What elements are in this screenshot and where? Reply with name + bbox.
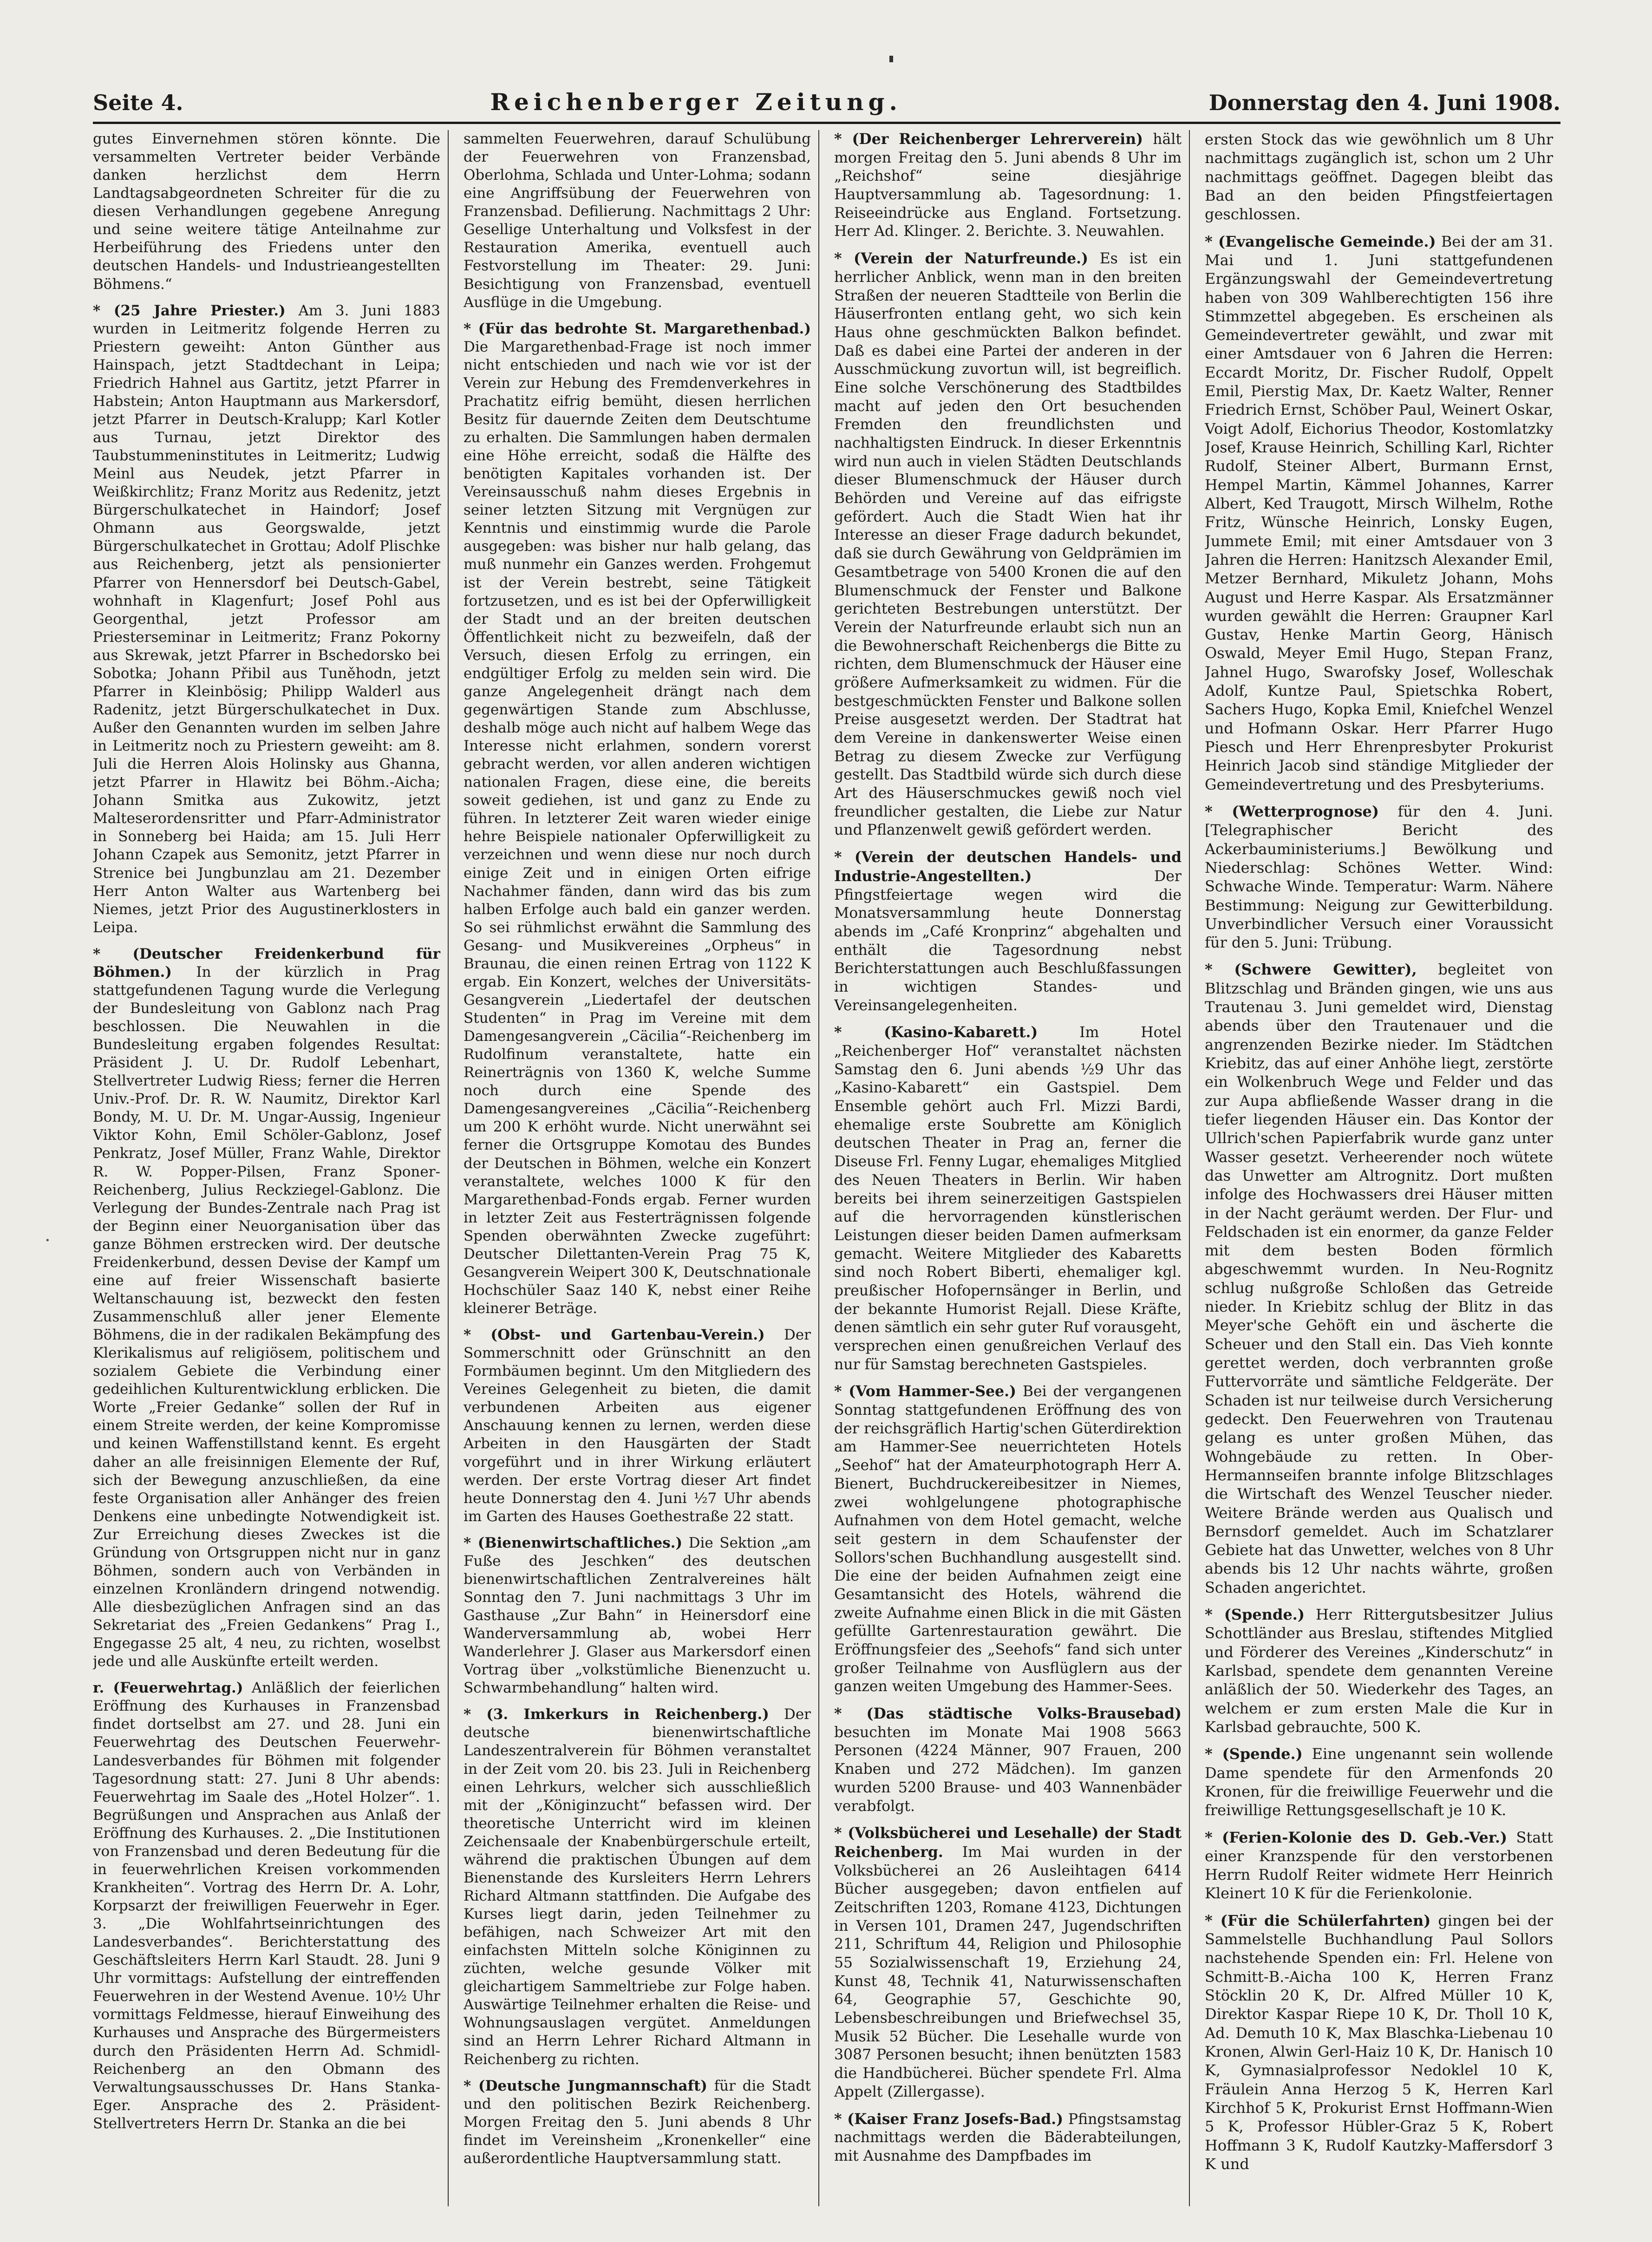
- column-2: [464, 130, 819, 2206]
- masthead-rule: [93, 122, 1561, 124]
- news-item-heading: * (Deutscher Freidenkerbund für Böhmen.): [93, 945, 440, 980]
- news-item-body: Der deutsche bienenwirtschaftliche Landeszentralverein für Böhmen veranstaltet in der Zeit vom 20. bis 23. Juli in Reichenberg einen Lehrkurs, welcher sich ausschließlich mit der „Königinzucht“ befassen wird. Der theoretische Unterricht wird im kleinen Zeichensaale der Knabenbürgerschule erteilt, während die praktischen Übungen auf dem Bienenstande des Kursleiters Herrn Lehrers Richard Altmann stattfinden. Die Aufgabe des Kurses liegt darin, jeden Teilnehmer zu befähigen, nach Schweizer Art mit den einfachsten Mitteln solche Königinnen zu züchten, welche gesunde Völker mit gleichartigem Sammeltriebe zur Folge haben. Auswärtige Teilnehmer erhalten die Reise- und Wohnungsauslagen vergütet. Anmeldungen sind an Herrn Lehrer Richard Altmann in Reichenberg zu richten.: [464, 1706, 811, 2068]
- news-item-heading: * (Für das bedrohte St. Margarethenbad.): [464, 320, 811, 337]
- news-item: [834, 1824, 1182, 2101]
- news-item-body: Es ist ein herrlicher Anblick, wenn man in den breiten Straßen der neueren Stadtteile von Berlin die Häuserfronten entlang geht, wo sich kein Haus ohne geschmückten Balkon befindet. Daß es dabei eine Partei der anderen in der Ausschmückung zuvortun will, ist begreiflich. Eine solche Verschönerung des Stadtbildes macht auf jeden den Ort besuchenden Fremden den freundlichsten und nachhaltigsten Eindruck. In dieser Erkenntnis wird nun auch in vielen Städten Deutschlands dieser Blumenschmuck der Häuser durch Behörden und Vereine auf das eifrigste gefördert. Auch die Stadt Wien hat ihr Interesse an dieser Frage dadurch bekundet, daß sie durch Gewährung von Geldprämien im Gesamtbetrage von 5400 Kronen die auf den Blumenschmuck der Fenster und Balkone gerichteten Bestrebungen unterstützt. Der Verein der Naturfreunde erlaubt sich nun an die Bewohnerschaft Reichenbergs die Bitte zu richten, dem Blumenschmuck der Häuser eine größere Aufmerksamkeit zu widmen. Für die bestgeschmückten Fenster und Balkone sollen Preise ausgesetzt werden. Der Stadtrat hat dem Vereine in dankenswerter Weise einen Betrag zu diesem Zwecke zur Verfügung gestellt. Das Stadtbild würde sich durch diese Art des Häuserschmuckes gewiß noch viel freundlicher gestalten, die Liebe zur Natur und Pflanzenwelt gewiß gefördert werden.: [834, 250, 1182, 839]
- news-item-heading: * (Ferien-Kolonie des D. Geb.-Ver.): [1205, 1828, 1508, 1846]
- news-item-body: Der Pfingstfeiertage wegen wird die Monatsversammlung heute Donnerstag abends im „Café Kronprinz“ abgehalten und enthält die Tagesordnung nebst Berichterstattungen auch Beschlußfassungen in wichtigen Standes- und Vereinsangelegenheiten.: [834, 868, 1182, 1014]
- paper-title: Reichenberger Zeitung.: [490, 88, 902, 116]
- news-item: [1205, 1745, 1553, 1819]
- news-item-heading: * (Das städtische Volks-Brausebad): [834, 1705, 1182, 1723]
- news-item-heading: * (Schwere Gewitter),: [1205, 961, 1417, 979]
- news-item: [1205, 130, 1553, 224]
- news-item: [1205, 232, 1553, 794]
- news-item-body: für die Stadt und den politischen Bezirk Reichenberg. Morgen Freitag den 5. Juni abends 8 Uhr findet im Vereinsheim „Kronenkeller“ eine außerordentliche Hauptversammlung statt.: [464, 2077, 811, 2167]
- news-item-heading: * (Verein der Naturfreunde.): [834, 250, 1089, 268]
- news-item-heading: * (Spende.): [1205, 1745, 1303, 1763]
- news-item-body: Der Sommerschnitt oder Grünschnitt an den Formbäumen beginnt. Um den Mitgliedern des Vereines Gelegenheit zu bieten, die damit verbundenen Arbeiten aus eigener Anschauung kennen zu lernen, werden diese Arbeiten in den Hausgärten der Stadt vorgeführt und in ihrer Wirkung erläutert werden. Der erste Vortrag dieser Art findet heute Donnerstag den 4. Juni ½7 Uhr abends im Garten des Hauses Goethestraße 22 statt.: [464, 1327, 811, 1525]
- news-item-body: In der kürzlich in Prag stattgefundenen Tagung wurde die Verlegung der Bundesleitung von Gablonz nach Prag beschlossen. Die Neuwahlen in die Bundesleitung ergaben folgendes Resultat: Präsident J. U. Dr. Rudolf Lebenhart, Stellvertreter Ludwig Riess; ferner die Herren Univ.-Prof. Dr. R. W. Naumitz, Direktor Karl Bondy, M. U. Dr. M. Ungar-Aussig, Ingenieur Viktor Kohn, Emil Schöler-Gablonz, Josef Penkratz, Josef Müller, Franz Wahle, Direktor R. W. Popper-Pilsen, Franz Sponer-Reichenberg, Julius Reckziegel-Gablonz. Die Verlegung der Bundes-Zentrale nach Prag ist der Beginn einer Neuorganisation über das ganze Böhmen erstrecken wird. Der deutsche Freidenkerbund, dessen Devise der Kampf um eine auf freier Wissenschaft basierte Weltanschauung ist, bezweckt den festen Zusammenschluß aller jener Elemente Böhmens, die in der radikalen Bekämpfung des Klerikalismus auf religiösem, politischem und sozialem Gebiete die Verbindung einer gedeihlichen Kulturentwicklung erblicken. Die Worte „Freier Gedanke“ sollen der Ruf in einem Streite werden, der keine Kompromisse und keinen Waffenstillstand kennt. Es ergeht daher an alle freisinnigen Elemente der Ruf, sich der Bewegung anzuschließen, da eine feste Organisation aller Anhänger des freien Denkens eine unbedingte Notwendigkeit ist. Zur Erreichung dieses Zweckes ist die Gründung von Ortsgruppen nicht nur in ganz Böhmen, sondern auch von Verbänden in einzelnen Kronländern dringend notwendig. Alle diesbezüglichen Anfragen sind an das Sekretariat des „Freien Gedankens“ Prag I., Engegasse 25 alt, 4 neu, zu richten, woselbst jede und alle Auskünfte erteilt werden.: [93, 963, 441, 1670]
- news-item: [834, 249, 1182, 840]
- news-item: [93, 302, 440, 937]
- news-item-heading: * (Vom Hammer-See.): [834, 1383, 1017, 1400]
- news-item-heading: * (Spende.): [1205, 1606, 1305, 1624]
- news-item-body: Die Margarethenbad-Frage ist noch immer nicht entschieden und nach wie vor ist der Verein zur Hebung des Fremdenverkehres in Prachatitz eifrig bemüht, diesen herrlichen Besitz für dauernde Zeiten dem Deutschtume zu erhalten. Die Sammlungen haben dermalen eine Höhe erreicht, sodaß die Hälfte des benötigten Kapitales vorhanden ist. Der Vereinsausschuß nahm dieses Ergebnis in seiner letzten Sitzung mit Vergnügen zur Kenntnis und einstimmig wurde die Parole ausgegeben: was bisher nur halb gelang, das muß nunmehr ein Ganzes werden. Frohgemut ist der Verein bestrebt, seine Tätigkeit fortzusetzen, und es ist bei der Opferwilligkeit der Stadt und an der breiten deutschen Öffentlichkeit nicht zu bezweifeln, daß der Versuch, diesen Erfolg zu erringen, ein endgültiger Erfolg zu melden sein wird. Die ganze Angelegenheit drängt nach dem gegenwärtigen Stande zum Abschlusse, deshalb möge auch nicht auf halbem Wege das Interesse nicht erlahmen, sondern vorerst gebracht werden, vor allen anderen wichtigen nationalen Fragen, diese eine, die bereits soweit gediehen, ist und ganz zu Ende zu führen. In letzterer Zeit waren wieder einige hehre Beispiele nationaler Opferwilligkeit zu verzeichnen und wenn diese nur noch durch einige Zeit und in einigen Orten eifrige Nachahmer fänden, dann wird das bis zum halben Erfolge auch bald ein ganzer werden. So sei rühmlichst erwähnt die Sammlung des Gesang- und Musikvereines „Orpheus“ in Braunau, die einen reinen Ertrag von 1122 K ergab. Ein Konzert, welches der Universitäts-Gesangverein „Liedertafel der deutschen Studenten“ in Prag im Vereine mit dem Damengesangverein „Cäcilia“-Reichenberg im Rudolfinum veranstaltete, hatte ein Reinerträgnis von 1360 K, welche Summe noch durch eine Spende des Damengesangvereines „Cäcilia“-Reichenberg um 200 K erhöht wurde. Nicht unerwähnt sei ferner die Ortsgruppe Komotau des Bundes der Deutschen in Böhmen, welche ein Konzert veranstaltete, welches 1000 K für den Margarethenbad-Fonds ergab. Ferner wurden in letzter Zeit aus Festerträgnissen folgende Spenden oberwähnten Zwecke zugeführt: Deutscher Dilettanten-Verein Prag 75 K, Gesangverein Weipert 300 K, Deutschnationale Hochschüler Saaz 140 K, nebst einer Reihe kleinerer Beträge.: [464, 338, 811, 1317]
- news-item-body: für den 4. Juni. [Telegraphischer Bericht des Ackerbauministeriums.] Bewölkung und Niederschlag: Schönes Wetter. Wind: Schwache Winde. Temperatur: Warm. Nähere Bestimmung: Neigung zur Gewitterbildung. Unverbindlicher Versuch einer Voraussicht für den 5. Juni: Trübung.: [1205, 802, 1554, 952]
- news-item-body: gingen bei der Sammelstelle Buchhandlung Paul Sollors nachstehende Spenden ein: Frl. Helene von Schmitt-B.-Aicha 100 K, Herren Franz Stöcklin 20 K, Dr. Alfred Müller 10 K, Direktor Kaspar Riepe 10 K, Dr. Tholl 10 K, Ad. Demuth 10 K, Max Blaschka-Liebenau 10 Kronen, Alwin Gerl-Haiz 10 K, Dr. Hanisch 10 K, Gymnasialprofessor Nedoklel 10 K, Fräulein Anna Herzog 5 K, Herren Karl Kirchhof 5 K, Prokurist Ernst Hoffmann-Wien 5 K, Professor Hübler-Graz 5 K, Robert Hoffmann 3 K, Rudolf Kautzky-Maffersdorf 3 K und: [1205, 1911, 1554, 2173]
- news-item-heading: * (Kaiser Franz Josefs-Bad.): [834, 2110, 1064, 2128]
- paper-speck: [889, 56, 893, 62]
- news-item-body: gutes Einvernehmen stören könnte. Die versammelten Vertreter beider Verbände danken herzlichst dem Herrn Landtagsabgeordneten Schreiter für die zu diesen Verhandlungen gegebene Anregung und seine weitere tätige Anteilnahme zur Herbeiführung des Friedens unter den deutschen Handels- und Industrieangestellten Böhmens.“: [93, 131, 440, 293]
- news-item: [834, 848, 1182, 1015]
- news-item: [93, 130, 440, 294]
- news-item-body: Eine ungenannt sein wollende Dame spendete für den Armenfonds 20 Kronen, für die freiwillige Feuerwehr und die freiwillige Rettungsgesellschaft je 10 K.: [1205, 1745, 1554, 1819]
- news-item: [464, 1706, 811, 2068]
- news-item: [1205, 1911, 1553, 2173]
- news-item-heading: * (Für die Schülerfahrten): [1205, 1911, 1431, 1929]
- news-item: [1205, 1605, 1553, 1736]
- margin-mark: ·: [45, 1230, 51, 1251]
- news-item: [93, 1679, 440, 2133]
- news-item-body: Die Sektion „am Fuße des Jeschken“ des deutschen bienenwirtschaftlichen Zentralvereines hält Sonntag den 7. Juni nachmittags 3 Uhr im Gasthause „Zur Bahn“ in Heinersdorf eine Wanderversammlung ab, wobei Herr Wanderlehrer J. Glaser aus Markersdorf einen Vortrag über „volkstümliche Bienenzucht u. Schwarmbehandlung“ halten wird.: [464, 1534, 811, 1697]
- news-item-body: Bei der am 31. Mai und 1. Juni stattgefundenen Ergänzungswahl der Gemeindevertretung haben von 309 Wahlberechtigten 156 ihre Stimmzettel abgegeben. Es erscheinen als Gemeindevertreter gewählt, und zwar mit einer Amtsdauer von 6 Jahren die Herren: Eccardt Moritz, Dr. Fischer Rudolf, Oppelt Emil, Pierstig Max, Dr. Kaetz Walter, Renner Friedrich Ernst, Schöber Paul, Weinert Oskar, Voigt Adolf, Eichorius Theodor, Kostomlatzky Josef, Krause Heinrich, Schilling Karl, Richter Rudolf, Steiner Albert, Burmann Ernst, Hempel Martin, Kämmel Johannes, Karrer Albert, Ked Traugott, Mirsch Wilhelm, Rothe Fritz, Wünsche Heinrich, Lonsky Eugen, Jummete Emil; mit einer Amtsdauer von 3 Jahren die Herren: Hanitzsch Alexander Emil, Metzer Bernhard, Mikuletz Johann, Mohs August und Herre Kaspar. Als Ersatzmänner wurden gewählt die Herren: Graupner Karl Gustav, Henke Martin Georg, Hänisch Oswald, Meyer Emil Hugo, Stepan Franz, Jahnel Hugo, Swarofsky Josef, Wolleschak Adolf, Kuntze Paul, Spietschka Robert, Sachers Hugo, Kopka Emil, Kniefchel Wenzel und Hofmann Oskar. Herr Pfarrer Hugo Piesch und Herr Ehrenpresbyter Prokurist Heinrich Jacob sind ständige Mitglieder der Gemeindevertretung und des Presbyteriums.: [1205, 232, 1554, 793]
- news-item-heading: * (Deutsche Jungmannschaft): [464, 2077, 707, 2094]
- news-item: [834, 1705, 1182, 1816]
- news-item-body: Am 3. Juni 1883 wurden in Leitmeritz folgende Herren zu Priestern geweiht: Anton Günther aus Hainspach, jetzt Stadtdechant in Leipa; Friedrich Hahnel aus Gartitz, jetzt Pfarrer in Habstein; Anton Hauptmann aus Markersdorf, jetzt Pfarrer in Deutsch-Kralupp; Karl Kotler aus Turnau, jetzt Direktor des Taubstummeninstitutes in Leitmeritz; Ludwig Meinl aus Neudek, jetzt Pfarrer in Weißkirchlitz; Franz Moritz aus Redenitz, jetzt Bürgerschulkatechet in Haindorf; Josef Ohmann aus Georgswalde, jetzt Bürgerschulkatechet in Grottau; Adolf Plischke aus Reichenberg, jetzt als pensionierter Pfarrer von Hennersdorf bei Deutsch-Gabel, wohnhaft in Klagenfurt; Josef Pohl aus Georgenthal, jetzt Professor am Priesterseminar in Leitmeritz; Franz Pokorny aus Skrewak, jetzt Pfarrer in Bschedorsko bei Sobotka; Johann Přibil aus Tuněhodn, jetzt Pfarrer in Kleinbösig; Philipp Walderl aus Radenitz, jetzt Bürgerschulkatechet in Dux. Außer den Genannten wurden im selben Jahre in Leitmeritz noch zu Priestern geweiht: am 8. Juli die Herren Alois Holinsky aus Ghanna, jetzt Pfarrer in Hlawitz bei Böhm.-Aicha; Johann Smitka aus Zukowitz, jetzt Malteserordensritter und Pfarr-Administrator in Sonneberg bei Haida; am 15. Juli Herr Johann Czapek aus Semonitz, jetzt Pfarrer in Strenice bei Jungbunzlau am 21. Dezember Herr Anton Walter aus Wartenberg bei Niemes, jetzt Prior des Augustinerklosters in Leipa.: [93, 302, 440, 936]
- column-4: [1205, 130, 1561, 2206]
- news-item: [464, 1534, 811, 1698]
- news-item-heading: * (25 Jahre Priester.): [93, 302, 286, 319]
- news-item-heading: * (Evangelische Gemeinde.): [1205, 232, 1436, 250]
- news-item: [464, 1326, 811, 1526]
- news-item-heading: * (Der Reichenberger Lehrerverein): [834, 131, 1143, 148]
- news-item: [834, 130, 1182, 241]
- news-item-body: Herr Rittergutsbesitzer Julius Schottländer aus Breslau, stiftendes Mitglied und Förderer des Vereines „Kinderschutz“ in Karlsbad, spendete dem genannten Vereine anläßlich der 50. Wiederkehr des Tages, an welchem er zum ersten Male die Kur in Karlsbad gebrauchte, 500 K.: [1205, 1606, 1554, 1736]
- news-item-body: Im Mai wurden in der Volksbücherei an 26 Ausleihtagen 6414 Bücher ausgegeben; davon entfielen auf Zeitschriften 1203, Romane 4123, Dichtungen in Versen 101, Dramen 247, Jugendschriften 211, Schriftum 44, Religion und Philosophie 55 Sozialwissenschaft 19, Erziehung 24, Kunst 48, Technik 41, Naturwissenschaften 64, Geographie 57, Geschichte 90, Lebensbeschreibungen und Briefwechsel 35, Musik 52 Bücher. Die Lesehalle wurde von 3087 Personen besucht; ihnen benützten 1583 die Handbücherei. Bücher spendete Frl. Alma Appelt (Zillergasse).: [834, 1843, 1182, 2100]
- news-item-body: sammelten Feuerwehren, darauf Schulübung der Feuerwehren von Franzensbad, Oberlohma, Schlada und Unter-Lohma; sodann eine Angriffsübung der Feuerwehren von Franzensbad. Defilierung. Nachmittags 2 Uhr: Gesellige Unterhaltung und Volksfest in der Restauration Amerika, eventuell auch Festvorstellung im Theater: 29. Juni: Besichtigung von Franzensbad, eventuell Ausflüge in die Umgebung.: [464, 131, 811, 311]
- news-item-body: besuchten im Monate Mai 1908 5663 Personen (4224 Männer, 907 Frauen, 200 Knaben und 272 Mädchen). Im ganzen wurden 5200 Brause- und 403 Wannenbäder verabfolgt.: [834, 1724, 1182, 1815]
- news-item: [464, 320, 811, 1318]
- news-item-body: ersten Stock das wie gewöhnlich um 8 Uhr nachmittags zugänglich ist, schon um 2 Uhr nachmittags geöffnet. Dagegen bleibt das Bad an den beiden Pfingstfeiertagen geschlossen.: [1205, 131, 1553, 223]
- news-item-body: hält morgen Freitag den 5. Juni abends 8 Uhr im „Reichshof“ seine diesjährige Hauptversammlung ab. Tagesordnung: 1. Reiseeindrücke aus England. Fortsetzung. Herr Ad. Klinger. 2. Berichte. 3. Neuwahlen.: [834, 131, 1182, 240]
- news-item-heading: * (Obst- und Gartenbau-Verein.): [464, 1327, 765, 1344]
- date-line: Donnerstag den 4. Juni 1908.: [1208, 90, 1561, 115]
- news-item: [834, 1382, 1182, 1696]
- news-item: [834, 2110, 1182, 2166]
- news-item: [464, 2077, 811, 2168]
- news-item-body: Im Hotel „Reichenberger Hof“ veranstaltet nächsten Samstag den 6. Juni abends ½9 Uhr das „Kasino-Kabarett“ ein Gastspiel. Dem Ensemble gehört auch Frl. Mizzi Bardi, ehemalige erste Soubrette am Königlich deutschen Theater in Prag an, ferner die Diseuse Frl. Fenny Lugar, ehemaliges Mitglied des Neuen Theaters in Berlin. Wir haben bereits bei ihrem seinerzeitigen Gastspielen auf die hervorragenden künstlerischen Leistungen dieser beiden Damen aufmerksam gemacht. Weitere Mitglieder des Kabaretts sind noch Robert Biberti, ehemaliger kgl. preußischer Hofopernsänger in Berlin, und der bekannte Humorist Rejall. Diese Kräfte, denen sämtlich ein sehr guter Ruf vorausgeht, versprechen einen genußreichen Verlauf des nur für Samstag berechneten Gastspieles.: [834, 1024, 1182, 1373]
- news-item-heading: * (Wetterprognose): [1205, 802, 1379, 820]
- masthead: [93, 88, 1561, 121]
- column-1: [93, 130, 449, 2206]
- text-columns: [93, 130, 1561, 2206]
- news-item-heading: * (Kasino-Kabarett.): [834, 1024, 1038, 1041]
- news-item-body: Statt einer Kranzspende für den verstorbenen Herrn Rudolf Reiter widmete Herr Heinrich Kleinert 10 K für die Ferienkolonie.: [1205, 1828, 1554, 1902]
- news-item: [1205, 802, 1553, 952]
- news-item-heading: * (Volksbücherei und Lesehalle) der Stadt Reichenberg.: [834, 1824, 1182, 1861]
- news-item-heading: * (3. Imkerkurs in Reichenberg.): [464, 1706, 769, 1723]
- news-item-body: Pfingstsamstag nachmittags werden die Bäderabteilungen, mit Ausnahme des Dampfbades im: [834, 2111, 1182, 2164]
- news-item-heading: * (Bienenwirtschaftliches.): [464, 1534, 683, 1551]
- news-item-body: Anläßlich der feierlichen Eröffnung des Kurhauses in Franzensbad findet dortselbst am 27. und 28. Juni ein Feuerwehrtag des Deutschen Feuerwehr-Landesverbandes für Böhmen mit folgender Tagesordnung statt: 27. Juni 8 Uhr abends: Feuerwehrtag im Saale des „Hotel Holzer“. 1. Begrüßungen und Ansprachen aus Anlaß der Eröffnung des Kurhauses. 2. „Die Institutionen von Franzensbad und deren Bedeutung für die in feuerwehrlichen Kreisen vorkommenden Krankheiten“. Vortrag des Herrn Dr. A. Lohr, Korpsarzt der freiwilligen Feuerwehr in Eger. 3. „Die Wohlfahrtseinrichtungen des Landesverbandes“. Berichterstattung des Geschäftsleiters Herrn Karl Staudt. 28. Juni 9 Uhr vormittags: Aufstellung der eintreffenden Feuerwehren in der Westend Avenue. 10½ Uhr vormittags Feldmesse, hierauf Einweihung des Kurhauses und Ansprache des Bürgermeisters durch den Präsidenten Herrn Ad. Schmidl-Reichenberg an den Obmann des Verwaltungsausschusses Dr. Hans Stanka-Eger. Ansprache des 2. Präsident-Stellvertreters Herrn Dr. Stanka an die bei: [93, 1680, 440, 2132]
- news-item-heading: * (Verein der deutschen Handels- und Industrie-Angestellten.): [834, 849, 1182, 885]
- news-item: [1205, 960, 1553, 1597]
- news-item: [93, 945, 440, 1671]
- news-item-heading: r. (Feuerwehrtag.): [93, 1680, 243, 1697]
- news-item-body: Bei der vergangenen Sonntag stattgefundenen Eröffnung des von der reichsgräflich Hartig'schen Güterdirektion am Hammer-See neuerrichteten Hotels „Seehof“ hat der Amateurphotograph Herr A. Bienert, Buchdruckereibesitzer in Niemes, zwei wohlgelungene photographische Aufnahmen von dem Hotel gemacht, welche seit gestern in dem Schaufenster der Sollors'schen Buchhandlung ausgestellt sind. Die eine der beiden Aufnahmen zeigt eine Gesamtansicht des Hotels, während die zweite Aufnahme einen Blick in die mit Gästen gefüllte Gartenrestauration gewährt. Die Eröffnungsfeier des „Seehofs“ fand sich unter großer Teilnahme von Ausflüglern aus der ganzen weiten Umgebung des Hammer-Sees.: [834, 1383, 1182, 1695]
- column-3: [834, 130, 1190, 2206]
- news-item: [1205, 1828, 1553, 1903]
- news-item: [834, 1023, 1182, 1374]
- page-label: Seite 4.: [93, 90, 183, 115]
- news-item-body: begleitet von Blitzschlag und Bränden gingen, wie uns aus Trautenau 3. Juni gemeldet wird, Dienstag abends über den Trautenauer und die angrenzenden Bezirke nieder. Im Städtchen Kriebitz, das auf einer Anhöhe liegt, zerstörte ein Wolkenbruch Wege und Felder und das zur Aupa abfließende Wasser drang in die tiefer liegenden Häuser ein. Das Kontor der Ullrich'schen Papierfabrik wurde ganz unter Wasser gesetzt. Verheerender noch wütete das Unwetter am Altrognitz. Dort mußten infolge des Hochwassers drei Häuser mitten in der Nacht geräumt werden. Der Flur- und Feldschaden ist ein enormer, da ganze Felder mit dem besten Boden förmlich abgeschwemmt wurden. In Neu-Rognitz schlug nußgroße Schloßen das Getreide nieder. In Kriebitz schlug der Blitz in das Meyer'sche Gehöft ein und äscherte die Scheuer und den Stall ein. Das Vieh konnte gerettet werden, doch verbrannten große Futtervorräte und sämtliche Feldgeräte. Der Schaden ist nur teilweise durch Versicherung gedeckt. Den Feuerwehren von Trautenau gelang es unter großen Mühen, das Wohngebäude zu retten. In Ober-Hermannseifen brannte infolge Blitzschlages die Wirtschaft des Wenzel Teuscher nieder. Weitere Brände werden aus Qualisch und Bernsdorf gemeldet. Auch im Schatzlarer Gebiete hat das Unwetter, welches von 8 Uhr abends bis 12 Uhr nachts währte, großen Schaden angerichtet.: [1205, 961, 1554, 1596]
- news-item: [464, 130, 811, 312]
